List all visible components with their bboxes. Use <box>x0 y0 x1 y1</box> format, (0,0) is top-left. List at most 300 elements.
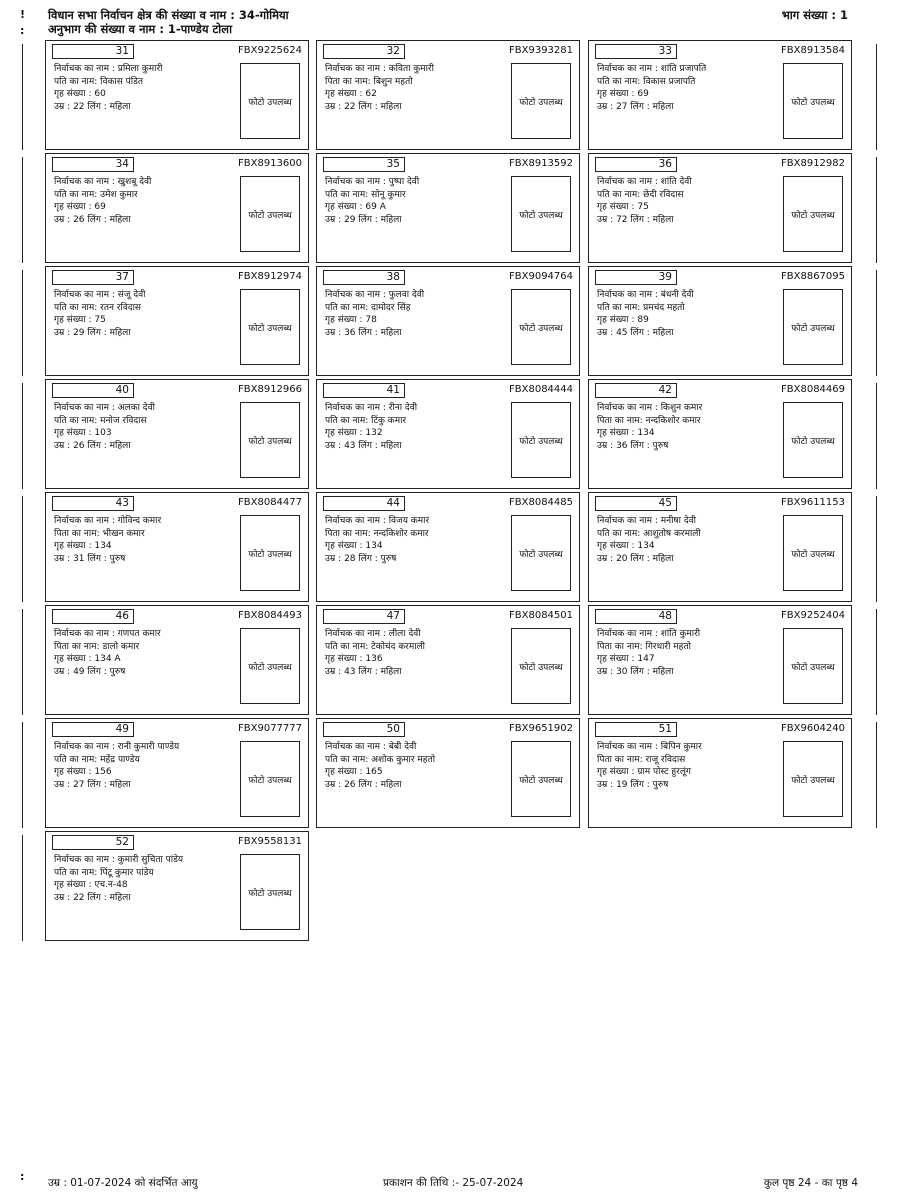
relation-label: पति का नाम: <box>325 415 372 426</box>
house-label: गृह संख्या : <box>54 541 95 552</box>
house-line <box>597 314 694 327</box>
age-gender-line <box>597 440 702 453</box>
gender-value: महिला <box>109 214 131 225</box>
house-line <box>54 201 151 214</box>
photo-label: फोटो उपलब्ध <box>791 662 835 673</box>
elector-name-line <box>54 63 162 76</box>
elector-name-label: निर्वाचक का नाम : <box>597 177 661 187</box>
elector-name-line <box>597 176 692 189</box>
voter-card <box>45 153 309 263</box>
row-left-rail <box>22 835 23 941</box>
house-number: 147 <box>637 654 655 665</box>
age-value: 31 <box>73 553 85 564</box>
elector-name-line <box>54 515 161 528</box>
house-label: गृह संख्या : <box>597 654 638 665</box>
age-label: उम्र : <box>54 553 74 564</box>
photo-box <box>511 628 571 704</box>
age-label: उम्र : <box>597 327 617 338</box>
age-value: 19 <box>616 779 628 790</box>
gender-value: महिला <box>380 214 402 225</box>
house-number: 75 <box>637 202 649 213</box>
elector-name-line <box>597 515 701 528</box>
relation-label: पति का नाम: <box>325 189 372 200</box>
relation-name: विकास पंडित <box>100 76 144 87</box>
house-label: गृह संख्या : <box>54 89 95 100</box>
elector-name-label: निर्वाचक का नाम : <box>597 516 661 526</box>
epic-number: FBX9225624 <box>238 45 302 56</box>
house-number: 69 <box>637 89 649 100</box>
photo-label: फोटो उपलब्ध <box>248 549 292 560</box>
house-number: 156 <box>94 767 112 778</box>
relation-name: टेकोचंद करमाली <box>371 641 426 652</box>
elector-name: फुलवा देवी <box>388 290 425 300</box>
house-number: 78 <box>365 315 377 326</box>
relation-line <box>54 867 183 880</box>
age-value: 26 <box>73 214 85 225</box>
photo-label: फोटो उपलब्ध <box>248 888 292 899</box>
age-value: 20 <box>616 553 628 564</box>
serial-number: 50 <box>323 722 405 737</box>
voter-details <box>325 741 435 791</box>
elector-name-line <box>54 628 161 641</box>
relation-label: पिता का नाम: <box>597 641 646 652</box>
house-line <box>597 540 701 553</box>
house-line <box>325 427 417 440</box>
serial-number: 47 <box>323 609 405 624</box>
photo-box <box>240 176 300 252</box>
gender-label: लिंग : <box>355 779 381 790</box>
relation-label: पति का नाम: <box>54 867 101 878</box>
house-label: गृह संख्या : <box>597 202 638 213</box>
relation-line <box>54 641 161 654</box>
relation-line <box>325 641 425 654</box>
elector-name-label: निर्वाचक का नाम : <box>54 403 118 413</box>
relation-name: आशुतोष करमाली <box>643 528 701 539</box>
house-line <box>325 766 435 779</box>
age-value: 43 <box>344 666 356 677</box>
footer-page-count: कुल पृष्ठ 24 - का पृष्ठ 4 <box>763 1177 858 1189</box>
part-number: भाग संख्या : 1 <box>781 8 848 22</box>
age-value: 72 <box>616 214 628 225</box>
photo-label: फोटो उपलब्ध <box>519 97 563 108</box>
house-label: गृह संख्या : <box>54 202 95 213</box>
voter-card <box>588 266 852 376</box>
relation-label: पिता का नाम: <box>54 528 103 539</box>
house-number: ग्राम पोस्ट हुरलूंग <box>637 767 691 778</box>
photo-label: फोटो उपलब्ध <box>248 436 292 447</box>
relation-label: पति का नाम: <box>54 302 101 313</box>
gender-label: लिंग : <box>627 440 653 451</box>
photo-label: फोटो उपलब्ध <box>791 97 835 108</box>
age-gender-line <box>54 892 183 905</box>
relation-name: राजू रविदास <box>645 754 686 765</box>
serial-number: 49 <box>52 722 134 737</box>
house-label: गृह संख्या : <box>54 767 95 778</box>
edge-mark-bottom: : <box>20 1170 25 1183</box>
elector-name: बेबी देवी <box>388 742 417 752</box>
photo-box <box>240 628 300 704</box>
gender-label: लिंग : <box>84 440 110 451</box>
gender-value: महिला <box>652 553 674 564</box>
age-label: उम्र : <box>325 101 345 112</box>
age-label: उम्र : <box>325 327 345 338</box>
age-gender-line <box>54 101 162 114</box>
age-gender-line <box>54 214 151 227</box>
edge-mark-top: ! <box>20 8 26 21</box>
gender-value: महिला <box>652 666 674 677</box>
house-label: गृह संख्या : <box>597 541 638 552</box>
photo-label: फोटो उपलब्ध <box>791 323 835 334</box>
photo-box <box>783 289 843 365</box>
row-right-rail <box>876 496 877 602</box>
elector-name: किशुन कमार <box>660 403 703 413</box>
serial-number: 44 <box>323 496 405 511</box>
serial-number: 39 <box>595 270 677 285</box>
relation-label: पति का नाम: <box>54 415 101 426</box>
photo-box <box>783 741 843 817</box>
elector-name-line <box>325 63 434 76</box>
elector-name-label: निर्वाचक का नाम : <box>597 629 661 639</box>
age-gender-line <box>54 666 161 679</box>
photo-box <box>511 515 571 591</box>
epic-number: FBX8912982 <box>781 158 845 169</box>
elector-name-label: निर्वाचक का नाम : <box>325 629 389 639</box>
relation-line <box>54 76 162 89</box>
house-number: 89 <box>637 315 649 326</box>
epic-number: FBX8084444 <box>509 384 573 395</box>
house-number: 165 <box>365 767 383 778</box>
gender-label: लिंग : <box>355 214 381 225</box>
serial-number: 51 <box>595 722 677 737</box>
gender-value: पुरुष <box>109 553 126 564</box>
age-gender-line <box>325 440 417 453</box>
house-number: 134 <box>637 428 655 439</box>
voter-details <box>54 63 162 113</box>
epic-number: FBX9604240 <box>781 723 845 734</box>
voter-card <box>316 379 580 489</box>
relation-line <box>597 302 694 315</box>
relation-label: पिता का नाम: <box>325 528 374 539</box>
house-number: 103 <box>94 428 112 439</box>
row-left-rail <box>22 722 23 828</box>
serial-number: 33 <box>595 44 677 59</box>
elector-name: कुमारी सुचिता पांडेय <box>117 855 184 865</box>
elector-name-label: निर्वाचक का नाम : <box>325 177 389 187</box>
house-label: गृह संख्या : <box>325 315 366 326</box>
photo-label: फोटो उपलब्ध <box>248 210 292 221</box>
serial-number: 38 <box>323 270 405 285</box>
serial-number: 40 <box>52 383 134 398</box>
photo-label: फोटो उपलब्ध <box>791 775 835 786</box>
gender-value: महिला <box>380 101 402 112</box>
elector-name: रीना देवी <box>388 403 418 413</box>
voter-card <box>316 153 580 263</box>
relation-line <box>597 76 706 89</box>
photo-label: फोटो उपलब्ध <box>248 662 292 673</box>
serial-number: 48 <box>595 609 677 624</box>
house-line <box>54 653 161 666</box>
elector-name-label: निर्वाचक का नाम : <box>325 290 389 300</box>
photo-box <box>783 628 843 704</box>
gender-value: पुरुष <box>109 666 126 677</box>
relation-label: पति का नाम: <box>54 754 101 765</box>
voter-details <box>597 63 706 113</box>
voter-card <box>45 40 309 150</box>
relation-label: पति का नाम: <box>54 76 101 87</box>
elector-name-line <box>597 402 702 415</box>
house-label: गृह संख्या : <box>325 89 366 100</box>
age-gender-line <box>597 779 702 792</box>
elector-name: प्रमिला कुमारी <box>117 64 163 74</box>
relation-name: भीखन कमार <box>102 528 145 539</box>
epic-number: FBX9252404 <box>781 610 845 621</box>
relation-line <box>54 528 161 541</box>
photo-box <box>511 63 571 139</box>
epic-number: FBX8912966 <box>238 384 302 395</box>
house-line <box>325 314 424 327</box>
gender-label: लिंग : <box>627 101 653 112</box>
voter-details <box>325 289 424 339</box>
gender-label: लिंग : <box>355 666 381 677</box>
epic-number: FBX9651902 <box>509 723 573 734</box>
gender-label: लिंग : <box>84 666 110 677</box>
relation-line <box>54 754 179 767</box>
relation-label: पति का नाम: <box>325 754 372 765</box>
photo-label: फोटो उपलब्ध <box>791 549 835 560</box>
gender-label: लिंग : <box>84 101 110 112</box>
serial-number: 41 <box>323 383 405 398</box>
gender-value: महिला <box>109 892 131 903</box>
epic-number: FBX8084493 <box>238 610 302 621</box>
gender-value: पुरुष <box>652 779 669 790</box>
relation-label: पति का नाम: <box>325 302 372 313</box>
house-number: 134 <box>365 541 383 552</box>
relation-name: प्रमचंद महतो <box>643 302 685 313</box>
gender-value: महिला <box>109 440 131 451</box>
photo-box <box>783 63 843 139</box>
constituency-title: विधान सभा निर्वाचन क्षेत्र की संख्या व नाम : 34-गोमिया <box>48 8 289 22</box>
house-line <box>597 766 702 779</box>
age-label: उम्र : <box>325 553 345 564</box>
photo-box <box>240 741 300 817</box>
house-line <box>54 427 155 440</box>
house-label: गृह संख्या : <box>597 428 638 439</box>
relation-line <box>325 76 434 89</box>
elector-name: संजू देवी <box>117 290 146 300</box>
voter-card <box>316 605 580 715</box>
relation-name: नन्दकिशोर कमार <box>373 528 429 539</box>
age-value: 43 <box>344 440 356 451</box>
age-gender-line <box>597 666 700 679</box>
age-value: 26 <box>344 779 356 790</box>
footer-publication-date: प्रकाशन की तिथि :- 25-07-2024 <box>383 1177 524 1189</box>
elector-name-line <box>325 402 417 415</box>
photo-label: फोटो उपलब्ध <box>519 775 563 786</box>
photo-label: फोटो उपलब्ध <box>248 97 292 108</box>
age-label: उम्र : <box>597 779 617 790</box>
gender-label: लिंग : <box>84 214 110 225</box>
age-label: उम्र : <box>597 666 617 677</box>
epic-number: FBX9611153 <box>781 497 845 508</box>
epic-number: FBX8084485 <box>509 497 573 508</box>
footer-age-reference: उम्र : 01-07-2024 को संदर्भित आयु <box>48 1177 198 1189</box>
row-right-rail <box>876 270 877 376</box>
relation-name: रतन रविदास <box>100 302 142 313</box>
epic-number: FBX8084469 <box>781 384 845 395</box>
elector-name-label: निर्वाचक का नाम : <box>325 516 389 526</box>
age-value: 27 <box>616 101 628 112</box>
age-value: 49 <box>73 666 85 677</box>
elector-name: कविता कुमारी <box>388 64 434 74</box>
gender-label: लिंग : <box>84 553 110 564</box>
house-number: 136 <box>365 654 383 665</box>
elector-name: खुशबू देवी <box>117 177 152 187</box>
elector-name-line <box>597 628 700 641</box>
voter-details <box>597 289 694 339</box>
voter-card <box>588 40 852 150</box>
epic-number: FBX8913584 <box>781 45 845 56</box>
voter-details <box>597 628 700 678</box>
gender-value: महिला <box>652 214 674 225</box>
house-number: 134 <box>94 541 112 552</box>
house-number: 69 A <box>365 202 386 213</box>
photo-box <box>240 63 300 139</box>
relation-name: मनोज रविदास <box>100 415 147 426</box>
elector-name-label: निर्वाचक का नाम : <box>54 64 118 74</box>
house-label: गृह संख्या : <box>325 428 366 439</box>
serial-number: 43 <box>52 496 134 511</box>
age-label: उम्र : <box>54 440 74 451</box>
voter-details <box>54 628 161 678</box>
age-gender-line <box>54 440 155 453</box>
row-left-rail <box>22 44 23 150</box>
elector-name-line <box>54 176 151 189</box>
epic-number: FBX9558131 <box>238 836 302 847</box>
gender-value: महिला <box>652 101 674 112</box>
house-number: 69 <box>94 202 106 213</box>
house-label: गृह संख्या : <box>325 541 366 552</box>
age-value: 36 <box>344 327 356 338</box>
elector-name-label: निर्वाचक का नाम : <box>597 403 661 413</box>
age-value: 29 <box>344 214 356 225</box>
photo-box <box>783 515 843 591</box>
age-gender-line <box>597 214 692 227</box>
serial-number: 45 <box>595 496 677 511</box>
house-label: गृह संख्या : <box>597 89 638 100</box>
age-gender-line <box>54 327 145 340</box>
relation-line <box>54 189 151 202</box>
section-title: अनुभाग की संख्या व नाम : 1-पाण्डेय टोला <box>48 22 233 36</box>
voter-details <box>597 515 701 565</box>
voter-details <box>54 402 155 452</box>
gender-label: लिंग : <box>627 327 653 338</box>
house-number: एच.न-48 <box>94 880 128 891</box>
page-header <box>48 8 848 36</box>
house-line <box>54 88 162 101</box>
elector-name-label: निर्वाचक का नाम : <box>54 516 118 526</box>
row-left-rail <box>22 270 23 376</box>
serial-number: 42 <box>595 383 677 398</box>
elector-name-line <box>325 176 419 189</box>
relation-line <box>325 528 429 541</box>
epic-number: FBX8867095 <box>781 271 845 282</box>
relation-name: टिंकु कमार <box>371 415 407 426</box>
photo-label: फोटो उपलब्ध <box>791 436 835 447</box>
voter-card <box>45 718 309 828</box>
elector-name: लीला देवी <box>388 629 421 639</box>
house-label: गृह संख्या : <box>54 880 95 891</box>
house-label: गृह संख्या : <box>54 654 95 665</box>
house-number: 62 <box>365 89 377 100</box>
age-value: 36 <box>616 440 628 451</box>
house-line <box>597 427 702 440</box>
age-gender-line <box>54 553 161 566</box>
voter-card <box>588 605 852 715</box>
elector-name: शांति देवी <box>660 177 692 187</box>
photo-label: फोटो उपलब्ध <box>519 210 563 221</box>
serial-number: 34 <box>52 157 134 172</box>
gender-value: महिला <box>380 666 402 677</box>
voter-details <box>54 854 183 904</box>
elector-name: मनीषा देवी <box>660 516 696 526</box>
voter-details <box>325 63 434 113</box>
photo-label: फोटो उपलब्ध <box>519 436 563 447</box>
voter-card <box>316 40 580 150</box>
gender-label: लिंग : <box>627 779 653 790</box>
gender-value: महिला <box>109 101 131 112</box>
elector-name-line <box>325 741 435 754</box>
relation-label: पति का नाम: <box>325 641 372 652</box>
gender-label: लिंग : <box>355 327 381 338</box>
photo-label: फोटो उपलब्ध <box>519 662 563 673</box>
epic-number: FBX9393281 <box>509 45 573 56</box>
gender-label: लिंग : <box>627 553 653 564</box>
age-gender-line <box>325 101 434 114</box>
house-label: गृह संख्या : <box>54 315 95 326</box>
elector-name-line <box>54 854 183 867</box>
elector-name-label: निर्वाचक का नाम : <box>54 629 118 639</box>
elector-name: गणपत कमार <box>117 629 161 639</box>
gender-value: पुरुष <box>652 440 669 451</box>
house-label: गृह संख्या : <box>597 315 638 326</box>
row-right-rail <box>876 383 877 489</box>
elector-name-line <box>54 289 145 302</box>
house-number: 134 A <box>94 654 121 665</box>
photo-label: फोटो उपलब्ध <box>519 323 563 334</box>
gender-value: महिला <box>380 327 402 338</box>
age-value: 45 <box>616 327 628 338</box>
voter-details <box>54 741 179 791</box>
age-label: उम्र : <box>54 779 74 790</box>
age-value: 30 <box>616 666 628 677</box>
elector-name-line <box>325 289 424 302</box>
relation-label: पिता का नाम: <box>597 415 646 426</box>
voter-card <box>316 266 580 376</box>
age-label: उम्र : <box>325 440 345 451</box>
age-value: 22 <box>73 101 85 112</box>
gender-label: लिंग : <box>84 779 110 790</box>
photo-box <box>511 402 571 478</box>
voter-details <box>325 402 417 452</box>
elector-name-label: निर्वाचक का नाम : <box>325 403 389 413</box>
voter-details <box>325 176 419 226</box>
age-label: उम्र : <box>325 779 345 790</box>
gender-label: लिंग : <box>84 327 110 338</box>
photo-label: फोटो उपलब्ध <box>791 210 835 221</box>
voter-details <box>597 741 702 791</box>
relation-name: विकास प्रजापति <box>643 76 696 87</box>
house-number: 134 <box>637 541 655 552</box>
